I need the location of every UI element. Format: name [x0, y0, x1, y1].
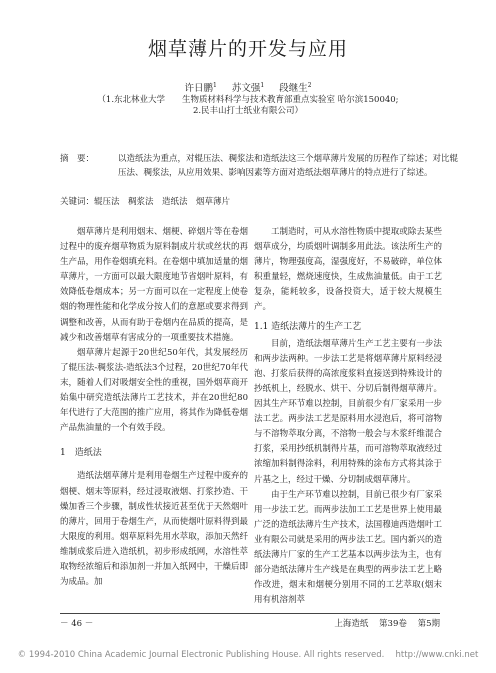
- footer-divider: [60, 613, 440, 614]
- copyright-notice: © 1994-2010 China Academic Journal Electronic Publishing House. All rights reserved. http://www.cnki.net: [17, 650, 479, 660]
- paragraph: 目前，造纸法烟草薄片生产工艺主要有一步法和两步法两种。一步法工艺是将烟草薄片原料经浸泡、打浆后获得的高浓度浆料直接送到特殊设计的抄纸机上，经脱水、烘干、分切后制得烟草薄片。因其生产环节难以控制，目前很少有厂家采用一步法工艺。两步法工艺是原料用水浸泡后，将可溶物与不溶物萃取分离，不溶物一般会与木浆纤维混合打浆，采用抄纸机制得片基，而可溶物萃取液经过浓缩加料制得涂料，利用特殊的涂布方式将其涂于片基之上，经过干燥、分切制成烟草薄片。: [254, 338, 442, 485]
- paragraph: 造纸法烟草薄片是利用卷烟生产过程中废弃的烟梗、烟末等原料，经过浸取液烟、打浆抄造、干燥加香三个步骤，制成性状接近甚至优于天然烟叶的薄片，回用于卷烟生产，从而使烟叶原料得到最大限度的利用。烟草原料先用水萃取，添加天然纤维制成浆后进入造纸机，初步形成纸网，水溶性萃取物经浓缩后和添加剂一并加入纸网中，干燥后即为成品。加: [60, 471, 248, 588]
- journal-issue: 第5期: [417, 619, 440, 629]
- paper-title: 烟草薄片的开发与应用: [147, 38, 348, 60]
- keywords: [60, 196, 460, 208]
- affiliation-line: 2.民丰山打士纸业有限公司）: [192, 106, 304, 116]
- subsection-heading: 1.1 造纸法薄片的生产工艺: [254, 321, 362, 332]
- abstract-label: 摘 要：: [60, 154, 95, 164]
- abstract: [60, 152, 460, 180]
- author-name: 段继生$^2$: [279, 81, 312, 94]
- author-name: 苏文强$^1$: [231, 81, 265, 94]
- paragraph: 由于生产环节难以控制，目前已很少有厂家采用一步法工艺。而两步法加工工艺是世界上使用最广泛的造纸法薄片生产技术，法国穆迪西造烟叶工业有限公司就是采用的两步法工艺。国内新兴的造纸法薄片厂家的生产工艺基本以两步法为主，也有部分造纸法薄片生产线是在典型的两步法工艺上略作改进，烟末和烟梗分别用不同的工艺萃取(烟末用有机溶剂萃: [254, 489, 442, 606]
- journal-info: [326, 617, 440, 629]
- affiliations: [0, 95, 496, 117]
- journal-name: 上海造纸: [334, 619, 369, 629]
- journal-volume: 第39卷: [379, 619, 407, 629]
- paragraph: 烟草薄片起源于20世纪50年代，其发展经历了辊压法-稠浆法-造纸法3个过程，20世纪70年代末，随着人们对吸烟安全性的重视，国外烟草商开始集中研究造纸法薄片工艺技术，并在20世纪80年代进行了大范围的推广应用，将其作为降低卷烟产品焦油量的一个有效手段。: [60, 347, 248, 434]
- abstract-text: 以造纸法为重点，对辊压法、稠浆法和造纸法这三个烟草薄片发展的历程作了综述；对比辊压法、稠浆法，从应用效果、影响因素等方面对造纸法烟草薄片的特点进行了综述。: [118, 154, 459, 178]
- affiliation-line: （1.东北林业大学 生物质材料科学与技术教育部重点实验室 哈尔滨150040;: [97, 95, 399, 105]
- paragraph: 工制造时，可从水溶性物质中提取或除去某些烟草成分，均质烟叶调制多用此法。该法所生产的薄片，物理强度高，湿强度好，不易破碎，单位体积重量轻，燃烧速度快，生成焦油量低。由于工艺复杂，能耗较多，设备投资大，适于较大规模生产。: [254, 227, 442, 313]
- body-column-right: [254, 225, 442, 608]
- section-heading: 1 造纸法: [60, 448, 102, 459]
- keywords-label: 关键词：: [60, 197, 95, 207]
- paragraph: 烟草薄片是利用烟末、烟梗、碎烟片等在卷烟过程中的废弃烟草物质为原料制成片状或丝状的再生产品，用作卷烟填充料。在卷烟中填加适量的烟草薄片，一方面可以最大限度地节省烟叶原料，有效降低卷烟成本；另一方面可以在一定程度上使卷烟的物理性能和化学成分按人们的意愿或要求得到调整和改善，从而有助于卷烟内在品质的提高，是减少和改善烟草有害成分的一项重要技术措施。: [60, 227, 248, 343]
- author-name: 许日鹏$^1$: [184, 81, 217, 94]
- keywords-text: 辊压法 稠浆法 造纸法 烟草薄片: [94, 197, 231, 207]
- page-number: － 46 －: [60, 619, 94, 629]
- author-line: [0, 80, 496, 94]
- body-column-left: [60, 225, 248, 590]
